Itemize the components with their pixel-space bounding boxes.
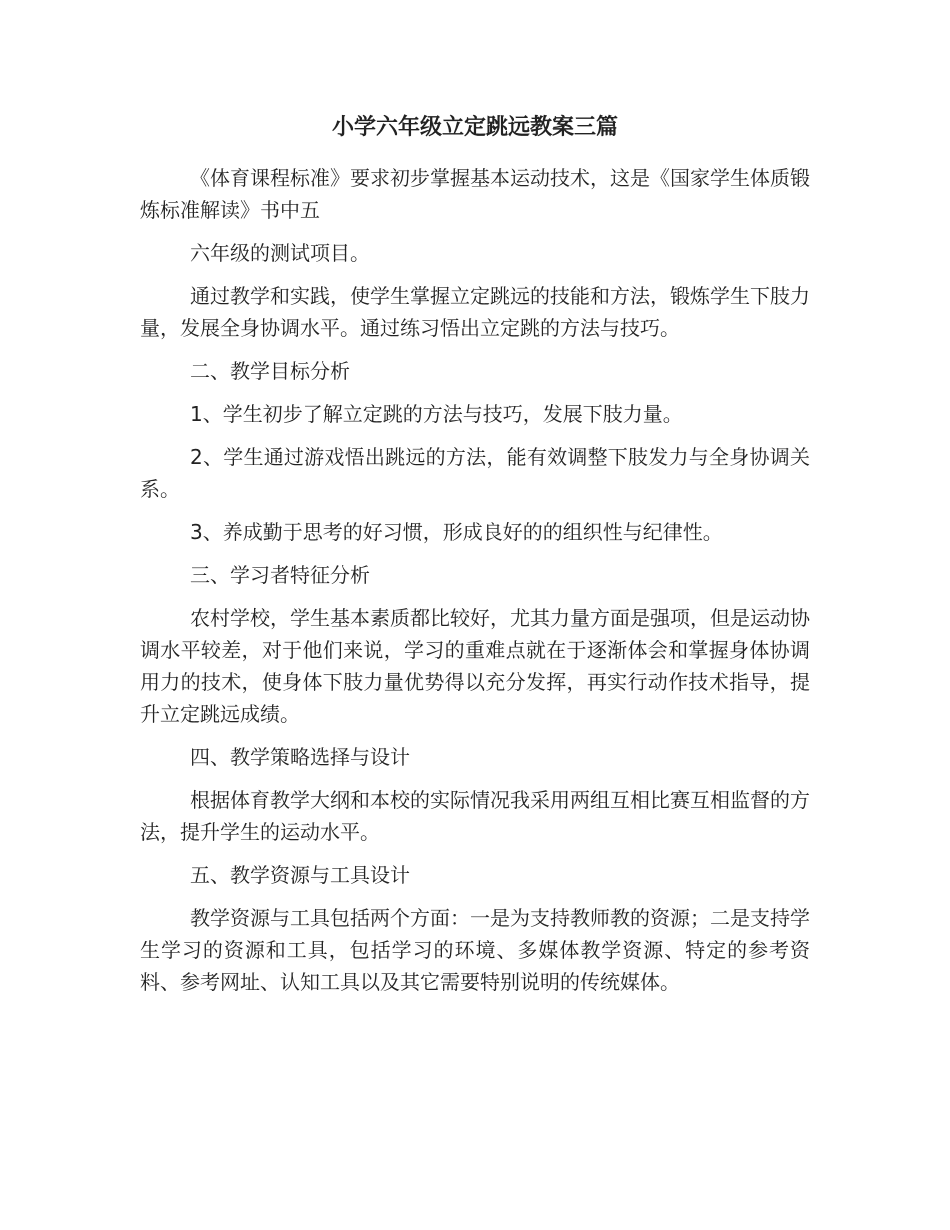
objective-item-3: 3、养成勤于思考的好习惯，形成良好的的组织性与纪律性。 — [190, 520, 723, 544]
section-heading-learners: 三、学习者特征分析 — [190, 563, 370, 587]
teaching-purpose-paragraph: 通过教学和实践，使学生掌握立定跳远的技能和方法，锻炼学生下肢力量，发展全身协调水平。通过练习悟出立定跳的方法与技巧。 — [140, 284, 810, 340]
section-heading-strategy: 四、教学策略选择与设计 — [190, 745, 410, 769]
objective-item-2: 2、学生通过游戏悟出跳远的方法，能有效调整下肢发力与全身协调关系。 — [140, 445, 810, 501]
objective-item-1: 1、学生初步了解立定跳的方法与技巧，发展下肢力量。 — [190, 402, 683, 426]
section-heading-resources: 五、教学资源与工具设计 — [190, 863, 410, 887]
learner-analysis-paragraph: 农村学校，学生基本素质都比较好，尤其力量方面是强项，但是运动协调水平较差，对于他们来说，学习的重难点就在于逐渐体会和掌握身体协调用力的技术，使身体下肢力量优势得以充分发挥，再实行动作技术指导，提升立定跳远成绩。 — [140, 606, 810, 726]
section-heading-objectives: 二、教学目标分析 — [190, 359, 350, 383]
resources-paragraph: 教学资源与工具包括两个方面：一是为支持教师教的资源；二是支持学生学习的资源和工具，包括学习的环境、多媒体教学资源、特定的参考资料、参考网址、认知工具以及其它需要特别说明的传统媒体。 — [140, 906, 810, 994]
intro-paragraph: 《体育课程标准》要求初步掌握基本运动技术，这是《国家学生体质锻炼标准解读》书中五 — [140, 166, 810, 222]
document-title: 小学六年级立定跳远教案三篇 — [331, 115, 618, 140]
strategy-paragraph: 根据体育教学大纲和本校的实际情况我采用两组互相比赛互相监督的方法，提升学生的运动水平。 — [140, 788, 810, 844]
intro-continuation-paragraph: 六年级的测试项目。 — [190, 241, 370, 265]
